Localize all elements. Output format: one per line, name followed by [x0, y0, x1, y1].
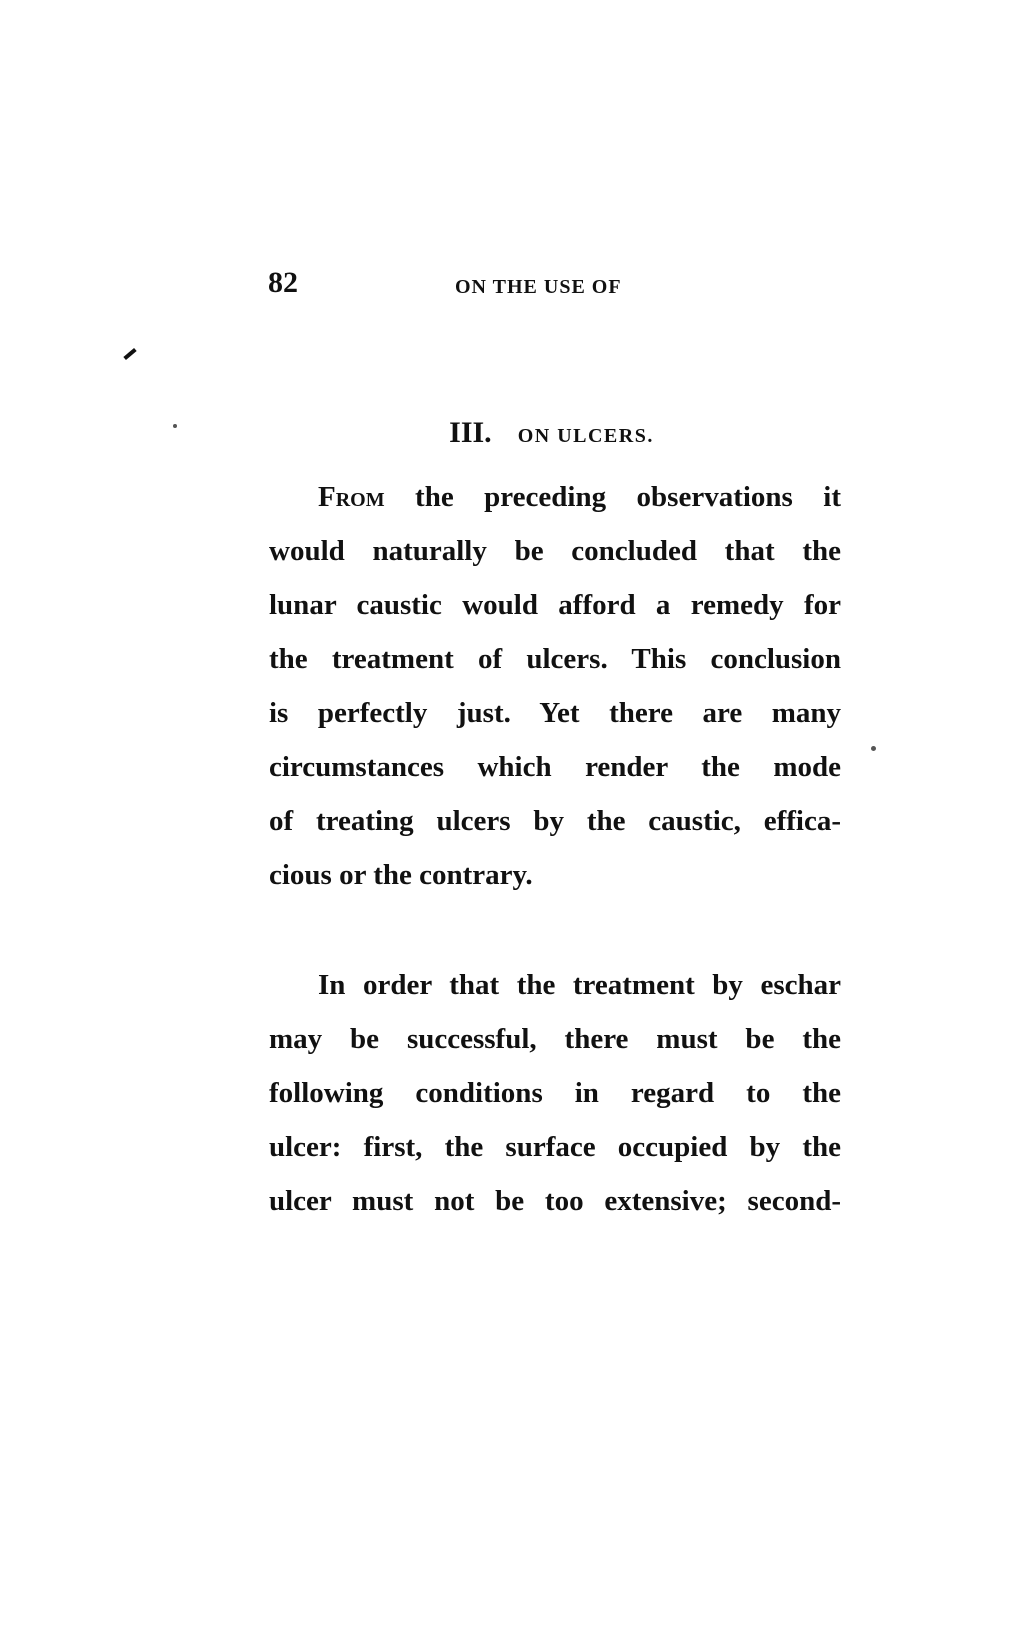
paragraph-1-line-7: of treating ulcers by the caustic, effica- — [269, 805, 841, 837]
paragraph-2-line-2: may be successful, there must be the — [269, 1023, 841, 1055]
running-head: ON THE USE OF — [455, 276, 622, 298]
paragraph-1-line-2: would naturally be concluded that the — [269, 535, 841, 567]
paragraph-1-line-8: cious or the contrary. — [269, 859, 533, 891]
paragraph-1-line-5: is perfectly just. Yet there are many — [269, 697, 841, 729]
stray-ink-mark — [123, 348, 136, 360]
paragraph-2-line-4: ulcer: first, the surface occupied by the — [269, 1131, 841, 1163]
section-numeral: III. — [449, 416, 492, 449]
section-heading — [0, 416, 1013, 450]
paragraph-1-line-1: From the preceding observations it — [318, 481, 841, 513]
ink-speck — [871, 746, 876, 751]
paragraph-2-line-3: following conditions in regard to the — [269, 1077, 841, 1109]
paragraph-1-line-4: the treatment of ulcers. This conclusion — [269, 643, 841, 675]
page-number: 82 — [268, 266, 298, 299]
section-title: ON ULCERS. — [517, 425, 654, 447]
paragraph-2-line-5: ulcer must not be too extensive; second- — [269, 1185, 841, 1217]
paragraph-1-line-3: lunar caustic would afford a remedy for — [269, 589, 841, 621]
paragraph-1-line-6: circumstances which render the mode — [269, 751, 841, 783]
lead-word: From — [318, 481, 385, 513]
paragraph-2-line-1: In order that the treatment by eschar — [318, 969, 841, 1001]
